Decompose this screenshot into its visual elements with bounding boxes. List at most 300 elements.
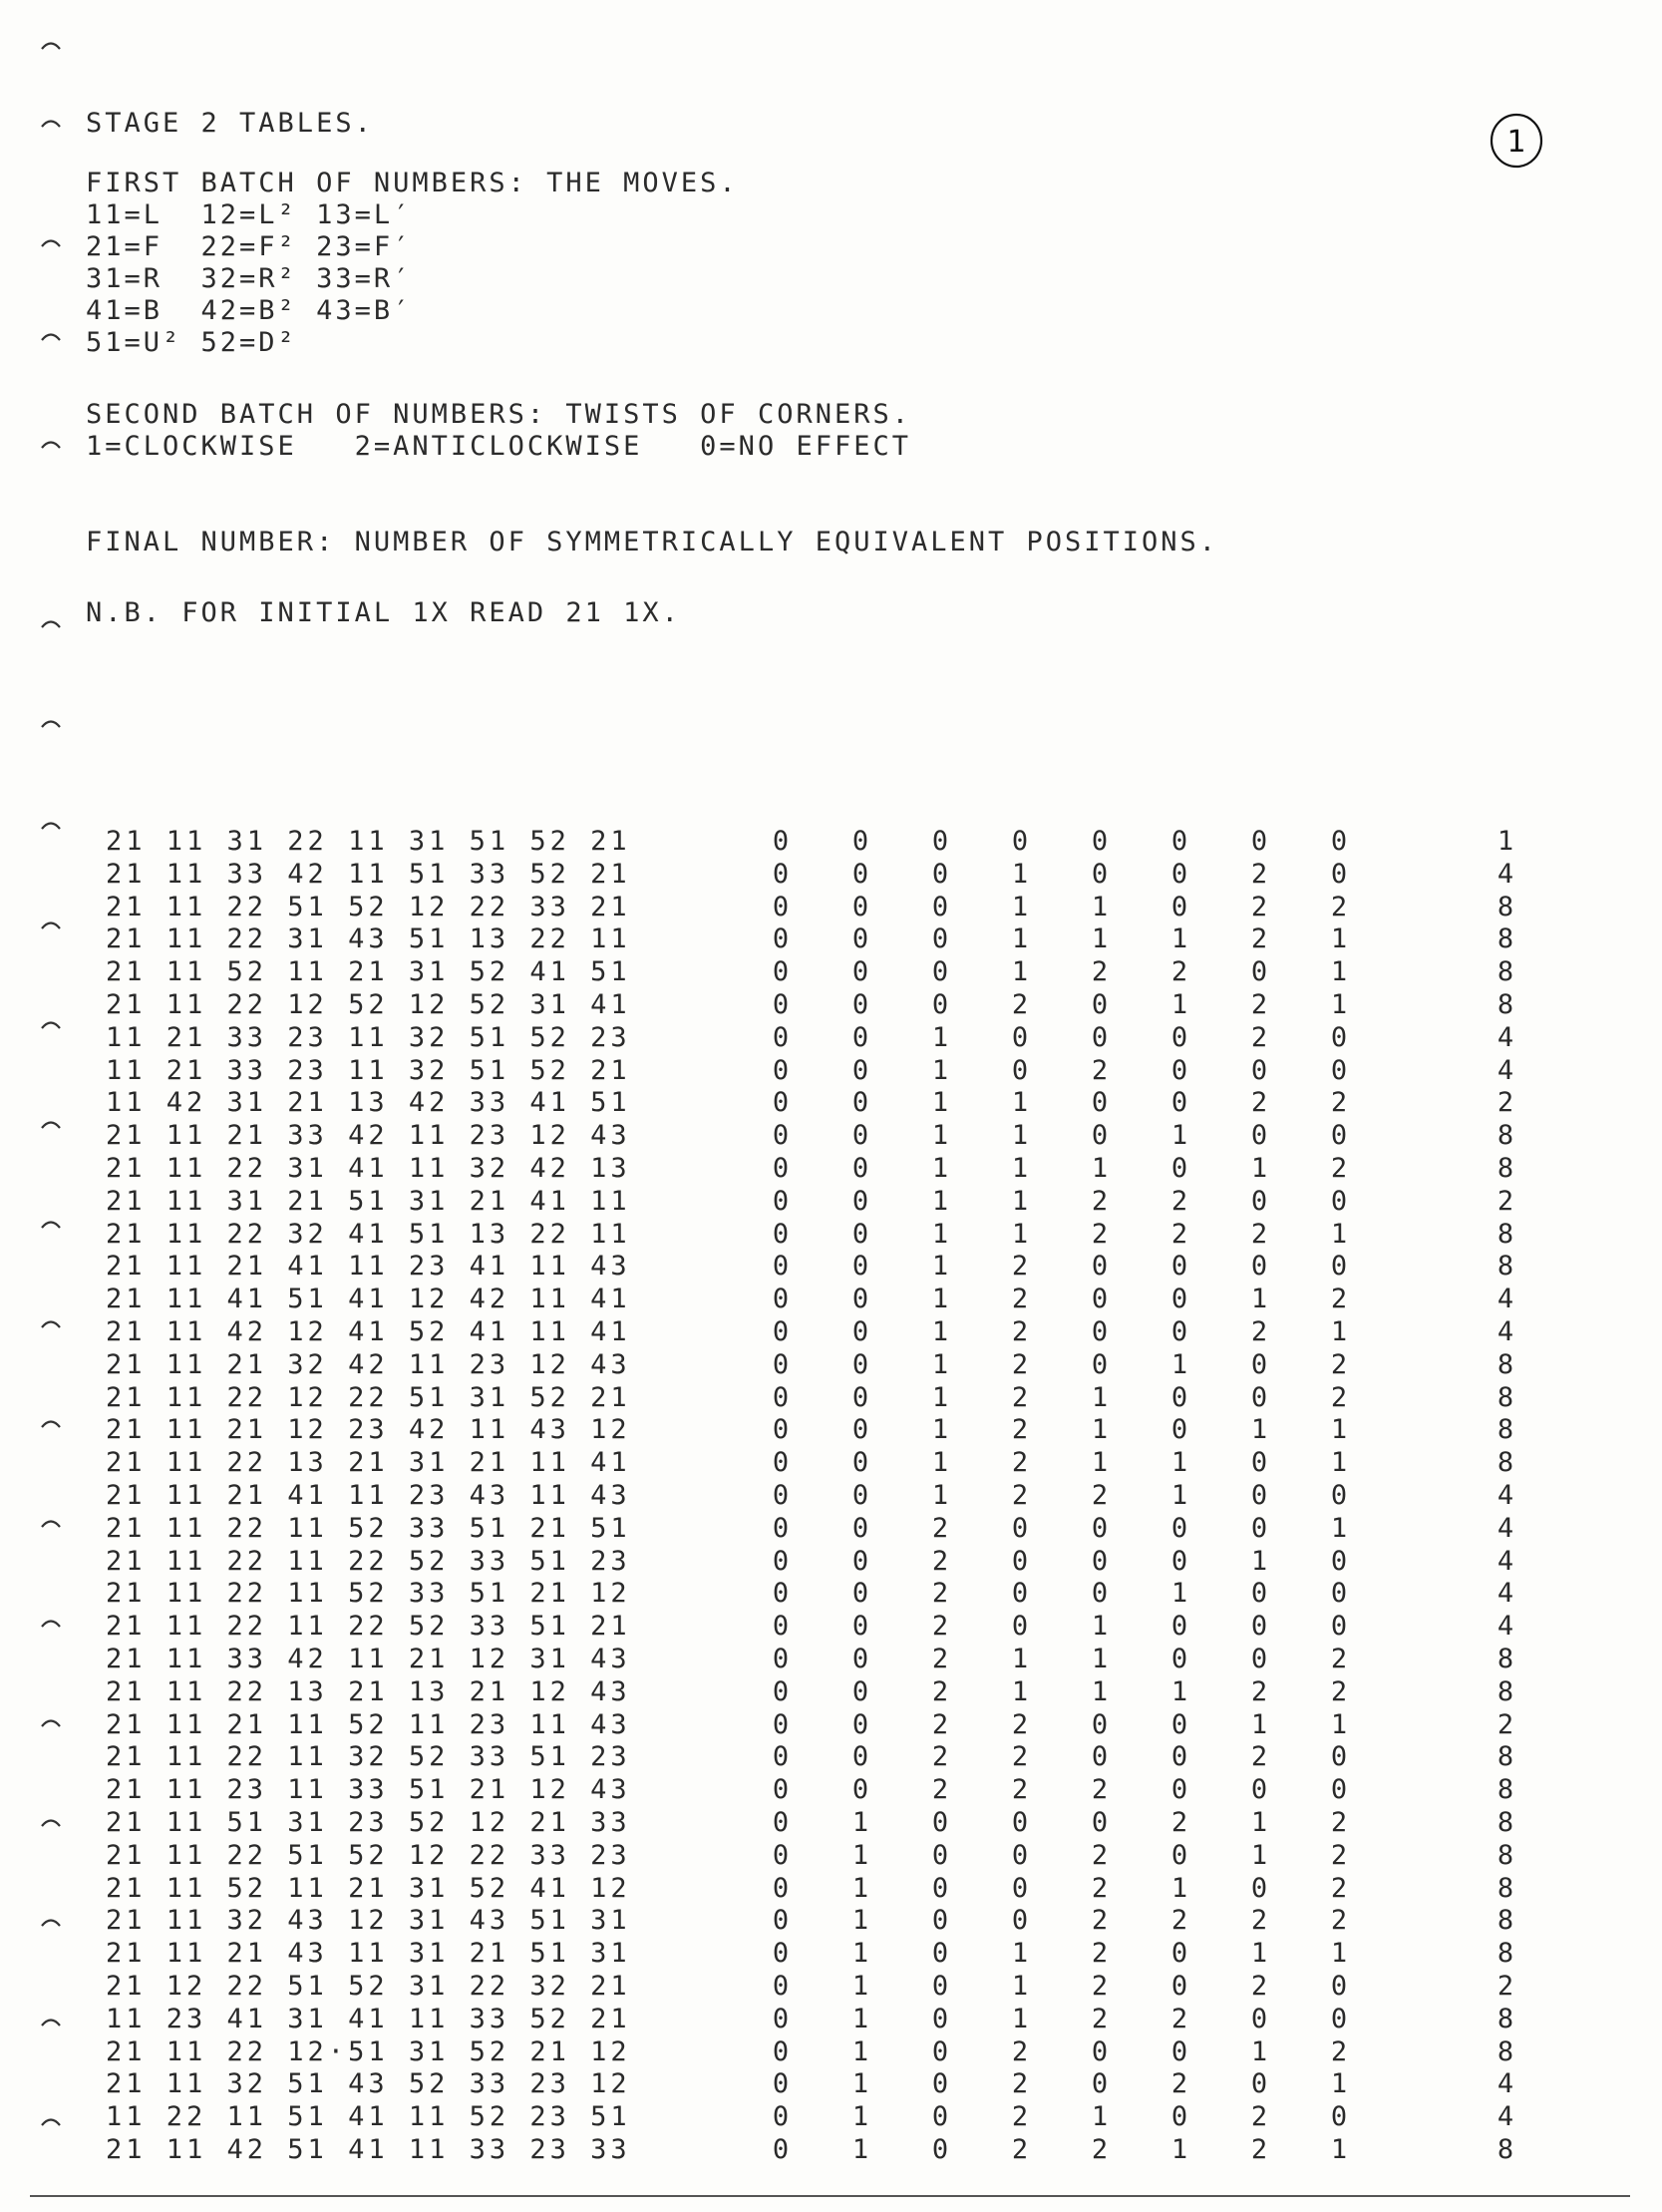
corner-twist-value: 1	[1250, 1284, 1268, 1315]
corner-twist-value: 2	[1330, 1872, 1348, 1904]
corner-twist-value: 0	[931, 891, 949, 922]
corner-twist-value: 0	[851, 1675, 869, 1707]
corner-twist-value: 0	[931, 1905, 949, 1937]
equivalent-positions-count: 8	[1496, 1644, 1514, 1674]
corner-twist-value: 1	[851, 1905, 869, 1937]
corner-twist-value: 2	[1091, 956, 1109, 988]
corner-twist-value: 0	[1330, 2101, 1348, 2133]
second-batch-heading: SECOND BATCH OF NUMBERS: TWISTS OF CORNERS.	[86, 399, 911, 430]
move-sequence: 11 22 11 51 41 11 52 23 51	[106, 2101, 631, 2133]
equivalent-positions-count: 8	[1496, 1120, 1514, 1152]
equivalent-positions-count: 8	[1496, 1938, 1514, 1970]
corner-twist-value: 2	[1170, 1807, 1188, 1838]
equivalent-positions-count: 8	[1496, 1807, 1514, 1838]
corner-twist-value: 0	[772, 1447, 790, 1479]
corner-twist-value: 0	[772, 2068, 790, 2100]
corner-twist-value: 0	[931, 1938, 949, 1970]
corner-twist-value: 1	[931, 1120, 949, 1152]
equivalent-positions-count: 8	[1496, 956, 1514, 988]
corner-twist-value: 2	[1330, 1284, 1348, 1315]
corner-twist-value: 0	[1170, 1284, 1188, 1315]
corner-twist-value: 0	[1011, 1839, 1029, 1871]
page-title: STAGE 2 TABLES.	[86, 108, 374, 139]
corner-twist-value: 2	[1250, 1971, 1268, 2002]
corner-twist-value: 2	[1330, 1675, 1348, 1707]
corner-twist-value: 1	[1011, 1153, 1029, 1184]
binder-hole-mark	[40, 1418, 62, 1428]
corner-twist-value: 0	[772, 2134, 790, 2165]
corner-twist-value: 0	[851, 1545, 869, 1577]
corner-twist-value: 2	[1011, 1774, 1029, 1806]
corner-twist-value: 0	[772, 1348, 790, 1380]
corner-twist-value: 2	[1250, 989, 1268, 1020]
corner-twist-value: 0	[931, 989, 949, 1020]
corner-twist-value: 1	[1250, 1708, 1268, 1740]
corner-twist-value: 2	[1250, 2134, 1268, 2165]
corner-twist-value: 0	[1011, 1611, 1029, 1643]
corner-twist-value: 1	[1091, 1381, 1109, 1413]
corner-twist-value: 1	[1011, 1938, 1029, 1970]
corner-twist-value: 0	[1091, 1545, 1109, 1577]
corner-twist-value: 1	[1091, 891, 1109, 922]
corner-twist-value: 0	[851, 891, 869, 922]
corner-twist-value: 1	[1011, 1185, 1029, 1217]
equivalent-positions-count: 4	[1496, 1545, 1514, 1577]
corner-twist-value: 2	[1170, 956, 1188, 988]
corner-twist-value: 0	[1011, 1054, 1029, 1086]
move-sequence: 21 11 33 42 11 51 33 52 21	[106, 858, 631, 890]
corner-twist-value: 1	[1330, 989, 1348, 1020]
equivalent-positions-count: 8	[1496, 1447, 1514, 1479]
corner-twist-value: 0	[1250, 1447, 1268, 1479]
corner-twist-value: 0	[1330, 1611, 1348, 1643]
corner-twist-value: 0	[1250, 1185, 1268, 1217]
move-sequence: 21 11 22 32 41 51 13 22 11	[106, 1218, 631, 1250]
corner-twist-value: 0	[851, 1611, 869, 1643]
equivalent-positions-count: 8	[1496, 1741, 1514, 1773]
move-sequence: 21 11 21 43 11 31 21 51 31	[106, 1938, 631, 1970]
corner-twist-value: 1	[1250, 1545, 1268, 1577]
binder-hole-mark	[40, 1019, 62, 1029]
binder-hole-mark	[40, 2017, 62, 2027]
corner-twist-value: 1	[851, 1872, 869, 1904]
corner-twist-value: 0	[1011, 1578, 1029, 1610]
equivalent-positions-count: 4	[1496, 1480, 1514, 1511]
corner-twist-value: 0	[1250, 956, 1268, 988]
move-sequence: 21 11 21 32 42 11 23 12 43	[106, 1348, 631, 1380]
move-sequence: 21 11 42 51 41 11 33 23 33	[106, 2134, 631, 2165]
move-sequence: 21 11 31 22 11 31 51 52 21	[106, 826, 631, 857]
corner-twist-value: 0	[851, 1087, 869, 1119]
corner-twist-value: 1	[851, 1839, 869, 1871]
corner-twist-value: 1	[931, 1381, 949, 1413]
corner-twist-value: 0	[1011, 1545, 1029, 1577]
corner-twist-value: 1	[1170, 1120, 1188, 1152]
corner-twist-value: 1	[1091, 1644, 1109, 1674]
corner-twist-value: 0	[1170, 1251, 1188, 1283]
corner-twist-value: 1	[1011, 923, 1029, 955]
equivalent-positions-count: 8	[1496, 891, 1514, 922]
equivalent-positions-count: 8	[1496, 1251, 1514, 1283]
corner-twist-value: 0	[772, 1087, 790, 1119]
corner-twist-value: 0	[851, 858, 869, 890]
corner-twist-value: 1	[1330, 1938, 1348, 1970]
corner-twist-value: 1	[1250, 2035, 1268, 2067]
corner-twist-value: 0	[851, 956, 869, 988]
corner-twist-value: 0	[1091, 1578, 1109, 1610]
corner-twist-value: 0	[931, 826, 949, 857]
corner-twist-value: 0	[1170, 826, 1188, 857]
corner-twist-value: 2	[931, 1578, 949, 1610]
binder-hole-mark	[40, 1219, 62, 1229]
binder-hole-mark	[40, 718, 62, 728]
corner-twist-value: 1	[1330, 1218, 1348, 1250]
corner-twist-value: 1	[851, 1938, 869, 1970]
corner-twist-value: 1	[1250, 1807, 1268, 1838]
move-sequence: 21 11 51 31 23 52 12 21 33	[106, 1807, 631, 1838]
equivalent-positions-count: 8	[1496, 923, 1514, 955]
corner-twist-value: 0	[1170, 1708, 1188, 1740]
corner-twist-value: 0	[851, 1348, 869, 1380]
corner-twist-value: 1	[1170, 1447, 1188, 1479]
binder-hole-mark	[40, 1717, 62, 1727]
corner-twist-value: 0	[1250, 1578, 1268, 1610]
corner-twist-value: 2	[1091, 1938, 1109, 1970]
corner-twist-value: 1	[1330, 956, 1348, 988]
corner-twist-value: 0	[772, 1578, 790, 1610]
corner-twist-value: 0	[1091, 1512, 1109, 1544]
corner-twist-value: 2	[1250, 891, 1268, 922]
binder-hole-mark	[40, 920, 62, 929]
corner-twist-value: 1	[1011, 1218, 1029, 1250]
corner-twist-value: 0	[772, 2035, 790, 2067]
corner-twist-value: 1	[1091, 1675, 1109, 1707]
corner-twist-value: 1	[1330, 1512, 1348, 1544]
corner-twist-value: 0	[851, 1480, 869, 1511]
move-sequence: 21 11 21 41 11 23 43 11 43	[106, 1480, 631, 1511]
equivalent-positions-count: 4	[1496, 1611, 1514, 1643]
corner-twist-value: 1	[851, 2134, 869, 2165]
corner-twist-value: 0	[1250, 1774, 1268, 1806]
corner-twist-value: 2	[1330, 2035, 1348, 2067]
corner-twist-value: 0	[772, 1512, 790, 1544]
corner-twist-value: 0	[1170, 1087, 1188, 1119]
corner-twist-value: 0	[1330, 1774, 1348, 1806]
equivalent-positions-count: 4	[1496, 858, 1514, 890]
move-sequence: 21 11 21 33 42 11 23 12 43	[106, 1120, 631, 1152]
corner-twist-value: 0	[851, 1578, 869, 1610]
corner-twist-value: 0	[772, 1971, 790, 2002]
page-number-digit: 1	[1506, 125, 1526, 160]
corner-twist-value: 0	[1170, 1545, 1188, 1577]
corner-twist-value: 0	[772, 1185, 790, 1217]
corner-twist-value: 0	[1330, 1578, 1348, 1610]
corner-twist-value: 0	[1091, 2035, 1109, 2067]
corner-twist-value: 2	[1091, 1218, 1109, 1250]
corner-twist-value: 1	[931, 1414, 949, 1446]
corner-twist-value: 2	[1011, 1708, 1029, 1740]
corner-twist-value: 1	[1330, 1447, 1348, 1479]
binder-hole-mark	[40, 237, 62, 247]
corner-twist-value: 2	[931, 1774, 949, 1806]
corner-twist-value: 1	[1330, 2068, 1348, 2100]
corner-twist-value: 0	[851, 1316, 869, 1347]
corner-twist-value: 1	[1170, 1872, 1188, 1904]
corner-twist-value: 0	[772, 1054, 790, 1086]
page-bottom-rule	[30, 2195, 1630, 2197]
corner-twist-value: 1	[1330, 1414, 1348, 1446]
corner-twist-value: 0	[772, 1414, 790, 1446]
equivalent-positions-count: 2	[1496, 1971, 1514, 2002]
move-sequence: 21 11 22 11 32 52 33 51 23	[106, 1741, 631, 1773]
corner-twist-value: 1	[1170, 989, 1188, 1020]
corner-twist-value: 1	[1330, 2134, 1348, 2165]
corner-twist-value: 2	[1250, 1087, 1268, 1119]
equivalent-positions-count: 8	[1496, 2003, 1514, 2034]
corner-twist-value: 1	[1091, 1447, 1109, 1479]
corner-twist-value: 0	[772, 1644, 790, 1674]
corner-twist-value: 2	[1170, 1218, 1188, 1250]
corner-twist-value: 2	[1011, 2035, 1029, 2067]
move-legend-line: 51=U² 52=D²	[86, 327, 297, 358]
move-sequence: 11 21 33 23 11 32 51 52 21	[106, 1054, 631, 1086]
corner-twist-value: 0	[772, 923, 790, 955]
corner-twist-value: 0	[1330, 1741, 1348, 1773]
binder-hole-mark	[40, 439, 62, 449]
corner-twist-value: 1	[851, 1971, 869, 2002]
corner-twist-value: 0	[851, 1381, 869, 1413]
corner-twist-value: 0	[1330, 1021, 1348, 1053]
corner-twist-value: 2	[1091, 1480, 1109, 1511]
corner-twist-value: 1	[931, 1316, 949, 1347]
corner-twist-value: 0	[1170, 1316, 1188, 1347]
corner-twist-value: 0	[851, 1284, 869, 1315]
corner-twist-value: 2	[1091, 1905, 1109, 1937]
corner-twist-value: 0	[931, 2068, 949, 2100]
corner-twist-value: 2	[1011, 1480, 1029, 1511]
corner-twist-value: 2	[1330, 1348, 1348, 1380]
corner-twist-value: 0	[772, 1741, 790, 1773]
corner-twist-value: 0	[1170, 1414, 1188, 1446]
corner-twist-value: 0	[1250, 1251, 1268, 1283]
move-legend-line: 41=B 42=B² 43=B′	[86, 295, 413, 326]
corner-twist-value: 1	[931, 1185, 949, 1217]
corner-twist-value: 1	[1091, 923, 1109, 955]
corner-twist-value: 2	[1330, 1905, 1348, 1937]
corner-twist-value: 2	[1250, 1316, 1268, 1347]
corner-twist-value: 0	[851, 1251, 869, 1283]
corner-twist-value: 2	[1011, 1447, 1029, 1479]
corner-twist-value: 1	[1011, 1120, 1029, 1152]
corner-twist-value: 0	[1170, 1938, 1188, 1970]
equivalent-positions-count: 8	[1496, 1348, 1514, 1380]
corner-twist-value: 2	[1011, 1414, 1029, 1446]
corner-twist-value: 2	[1250, 2101, 1268, 2133]
binder-hole-mark	[40, 118, 62, 128]
corner-twist-value: 0	[772, 1675, 790, 1707]
corner-twist-value: 0	[1330, 2003, 1348, 2034]
corner-twist-value: 0	[772, 1251, 790, 1283]
corner-twist-value: 2	[931, 1611, 949, 1643]
corner-twist-value: 0	[1330, 1120, 1348, 1152]
corner-twist-value: 0	[772, 956, 790, 988]
corner-twist-value: 1	[851, 2035, 869, 2067]
corner-twist-value: 2	[931, 1545, 949, 1577]
move-sequence: 21 11 22 12 52 12 52 31 41	[106, 989, 631, 1020]
binder-hole-mark	[40, 2116, 62, 2126]
corner-twist-value: 2	[1011, 1251, 1029, 1283]
corner-twist-value: 0	[1011, 1905, 1029, 1937]
corner-twist-value: 2	[1170, 1185, 1188, 1217]
equivalent-positions-count: 4	[1496, 2101, 1514, 2133]
equivalent-positions-count: 4	[1496, 1021, 1514, 1053]
equivalent-positions-count: 8	[1496, 2134, 1514, 2165]
corner-twist-value: 2	[1250, 1905, 1268, 1937]
corner-twist-value: 1	[1011, 1087, 1029, 1119]
corner-twist-value: 0	[1091, 826, 1109, 857]
equivalent-positions-count: 1	[1496, 826, 1514, 857]
corner-twist-value: 1	[1091, 2101, 1109, 2133]
corner-twist-value: 2	[1091, 1971, 1109, 2002]
equivalent-positions-count: 8	[1496, 1414, 1514, 1446]
corner-twist-value: 1	[1170, 2134, 1188, 2165]
corner-twist-value: 0	[772, 989, 790, 1020]
corner-twist-value: 0	[851, 1054, 869, 1086]
corner-twist-value: 2	[931, 1512, 949, 1544]
move-legend-line: 11=L 12=L² 13=L′	[86, 199, 413, 230]
corner-twist-value: 0	[1091, 1284, 1109, 1315]
corner-twist-value: 2	[1330, 1644, 1348, 1674]
move-sequence: 21 11 22 13 21 13 21 12 43	[106, 1675, 631, 1707]
corner-twist-value: 1	[1011, 956, 1029, 988]
binder-hole-mark	[40, 1318, 62, 1328]
first-batch-heading: FIRST BATCH OF NUMBERS: THE MOVES.	[86, 168, 739, 198]
corner-twist-value: 2	[1011, 1741, 1029, 1773]
move-sequence: 21 12 22 51 52 31 22 32 21	[106, 1971, 631, 2002]
corner-twist-value: 0	[1091, 858, 1109, 890]
corner-twist-value: 0	[1170, 2101, 1188, 2133]
corner-twist-value: 1	[931, 1284, 949, 1315]
corner-twist-value: 1	[1091, 1153, 1109, 1184]
corner-twist-value: 0	[1170, 1381, 1188, 1413]
equivalent-positions-count: 2	[1496, 1087, 1514, 1119]
binder-hole-mark	[40, 820, 62, 830]
corner-twist-value: 2	[1091, 1872, 1109, 1904]
corner-twist-value: 0	[851, 1414, 869, 1446]
corner-twist-value: 2	[1091, 2134, 1109, 2165]
corner-twist-value: 0	[1330, 1480, 1348, 1511]
binder-hole-mark	[40, 331, 62, 341]
corner-twist-value: 0	[772, 891, 790, 922]
equivalent-positions-count: 8	[1496, 1839, 1514, 1871]
corner-twist-value: 0	[1250, 1611, 1268, 1643]
equivalent-positions-count: 8	[1496, 1675, 1514, 1707]
move-sequence: 21 11 22 11 52 33 51 21 51	[106, 1512, 631, 1544]
corner-twist-value: 1	[1011, 891, 1029, 922]
corner-twist-value: 2	[1330, 1807, 1348, 1838]
corner-twist-value: 0	[1091, 1251, 1109, 1283]
corner-twist-value: 2	[1250, 858, 1268, 890]
corner-twist-value: 0	[772, 1545, 790, 1577]
corner-twist-value: 2	[1250, 1675, 1268, 1707]
corner-twist-value: 1	[1091, 1611, 1109, 1643]
corner-twist-value: 0	[1330, 858, 1348, 890]
corner-twist-value: 0	[851, 826, 869, 857]
corner-twist-value: 0	[931, 2035, 949, 2067]
corner-twist-value: 0	[1091, 2068, 1109, 2100]
corner-twist-value: 0	[851, 1153, 869, 1184]
corner-twist-value: 0	[1330, 1251, 1348, 1283]
corner-twist-value: 2	[1330, 1087, 1348, 1119]
corner-twist-value: 2	[1091, 1185, 1109, 1217]
move-sequence: 21 11 22 31 41 11 32 42 13	[106, 1153, 631, 1184]
move-sequence: 21 11 22 13 21 31 21 11 41	[106, 1447, 631, 1479]
corner-twist-value: 0	[772, 1774, 790, 1806]
corner-twist-value: 0	[1250, 1512, 1268, 1544]
corner-twist-value: 0	[931, 1872, 949, 1904]
corner-twist-value: 0	[1091, 1120, 1109, 1152]
corner-twist-value: 0	[772, 1021, 790, 1053]
binder-hole-mark	[40, 1119, 62, 1129]
corner-twist-value: 0	[772, 1839, 790, 1871]
equivalent-positions-count: 4	[1496, 1512, 1514, 1544]
corner-twist-value: 1	[1250, 1153, 1268, 1184]
corner-twist-value: 1	[1170, 923, 1188, 955]
equivalent-positions-count: 2	[1496, 1185, 1514, 1217]
move-sequence: 21 11 22 51 52 12 22 33 23	[106, 1839, 631, 1871]
corner-twist-value: 1	[1330, 1708, 1348, 1740]
equivalent-positions-count: 8	[1496, 1218, 1514, 1250]
equivalent-positions-count: 8	[1496, 1905, 1514, 1937]
equivalent-positions-count: 4	[1496, 1578, 1514, 1610]
corner-twist-value: 1	[931, 1087, 949, 1119]
corner-twist-value: 0	[1250, 1381, 1268, 1413]
corner-twist-value: 0	[772, 1611, 790, 1643]
corner-twist-value: 0	[851, 1185, 869, 1217]
corner-twist-value: 1	[1011, 1675, 1029, 1707]
corner-twist-value: 0	[1250, 1120, 1268, 1152]
move-sequence: 21 11 21 41 11 23 41 11 43	[106, 1251, 631, 1283]
move-sequence: 21 11 22 51 52 12 22 33 21	[106, 891, 631, 922]
corner-twist-value: 0	[851, 1120, 869, 1152]
corner-twist-value: 0	[851, 923, 869, 955]
binder-hole-mark	[40, 40, 62, 50]
move-sequence: 21 11 52 11 21 31 52 41 51	[106, 956, 631, 988]
corner-twist-value: 2	[1011, 2068, 1029, 2100]
equivalent-positions-count: 4	[1496, 2068, 1514, 2100]
corner-twist-value: 0	[851, 1644, 869, 1674]
move-sequence: 21 11 41 51 41 12 42 11 41	[106, 1284, 631, 1315]
corner-twist-value: 1	[1170, 1675, 1188, 1707]
page-number-circle	[1488, 112, 1545, 170]
move-sequence: 21 11 21 12 23 42 11 43 12	[106, 1414, 631, 1446]
corner-twist-value: 2	[1250, 923, 1268, 955]
corner-twist-value: 0	[772, 1120, 790, 1152]
corner-twist-value: 1	[1011, 858, 1029, 890]
corner-twist-value: 1	[1011, 1971, 1029, 2002]
corner-twist-value: 1	[851, 2101, 869, 2133]
corner-twist-value: 1	[1250, 1938, 1268, 1970]
corner-twist-value: 0	[1170, 1644, 1188, 1674]
binder-hole-mark	[40, 1518, 62, 1528]
corner-twist-value: 0	[1170, 1611, 1188, 1643]
corner-twist-value: 1	[1170, 1578, 1188, 1610]
corner-twist-value: 0	[1330, 1054, 1348, 1086]
corner-twist-value: 0	[931, 1839, 949, 1871]
corner-twist-value: 2	[1250, 1218, 1268, 1250]
corner-twist-value: 0	[1250, 2068, 1268, 2100]
corner-twist-value: 0	[1011, 1872, 1029, 1904]
